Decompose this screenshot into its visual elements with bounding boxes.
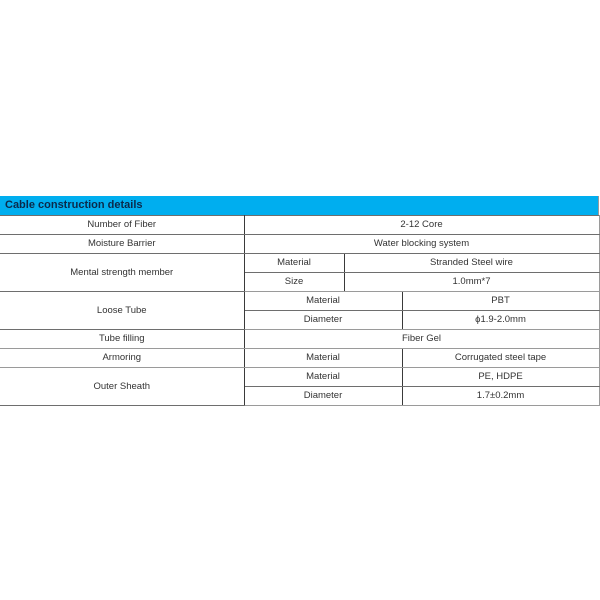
row-label: Outer Sheath	[0, 368, 244, 406]
sub-label: Material	[244, 368, 402, 387]
sub-value: 1.0mm*7	[344, 273, 599, 292]
table-row-outer-sheath-material	[0, 368, 599, 387]
sub-value: PBT	[402, 292, 599, 311]
sub-label: Material	[244, 349, 402, 368]
cable-construction-sheet	[0, 196, 599, 406]
sub-value: PE, HDPE	[402, 368, 599, 387]
row-label: Loose Tube	[0, 292, 244, 330]
table-row-armoring	[0, 349, 599, 368]
table-row-number-of-fiber	[0, 216, 599, 235]
row-value: 2-12 Core	[244, 216, 599, 235]
sub-label: Material	[244, 292, 402, 311]
row-value: Fiber Gel	[244, 330, 599, 349]
section-title: Cable construction details	[0, 196, 599, 215]
row-label: Armoring	[0, 349, 244, 368]
table-row-tube-filling	[0, 330, 599, 349]
row-label: Mental strength member	[0, 254, 244, 292]
sub-value: ϕ1.9-2.0mm	[402, 311, 599, 330]
sub-value: 1.7±0.2mm	[402, 387, 599, 406]
sub-label: Diameter	[244, 387, 402, 406]
table-row-moisture-barrier	[0, 235, 599, 254]
row-label: Number of Fiber	[0, 216, 244, 235]
sub-label: Diameter	[244, 311, 402, 330]
sub-label: Material	[244, 254, 344, 273]
table-row-loose-tube-material	[0, 292, 599, 311]
row-label: Tube filling	[0, 330, 244, 349]
row-label: Moisture Barrier	[0, 235, 244, 254]
sub-label: Size	[244, 273, 344, 292]
sub-value: Corrugated steel tape	[402, 349, 599, 368]
sub-value: Stranded Steel wire	[344, 254, 599, 273]
table-row-strength-member-material	[0, 254, 599, 273]
spec-table	[0, 215, 600, 406]
row-value: Water blocking system	[244, 235, 599, 254]
